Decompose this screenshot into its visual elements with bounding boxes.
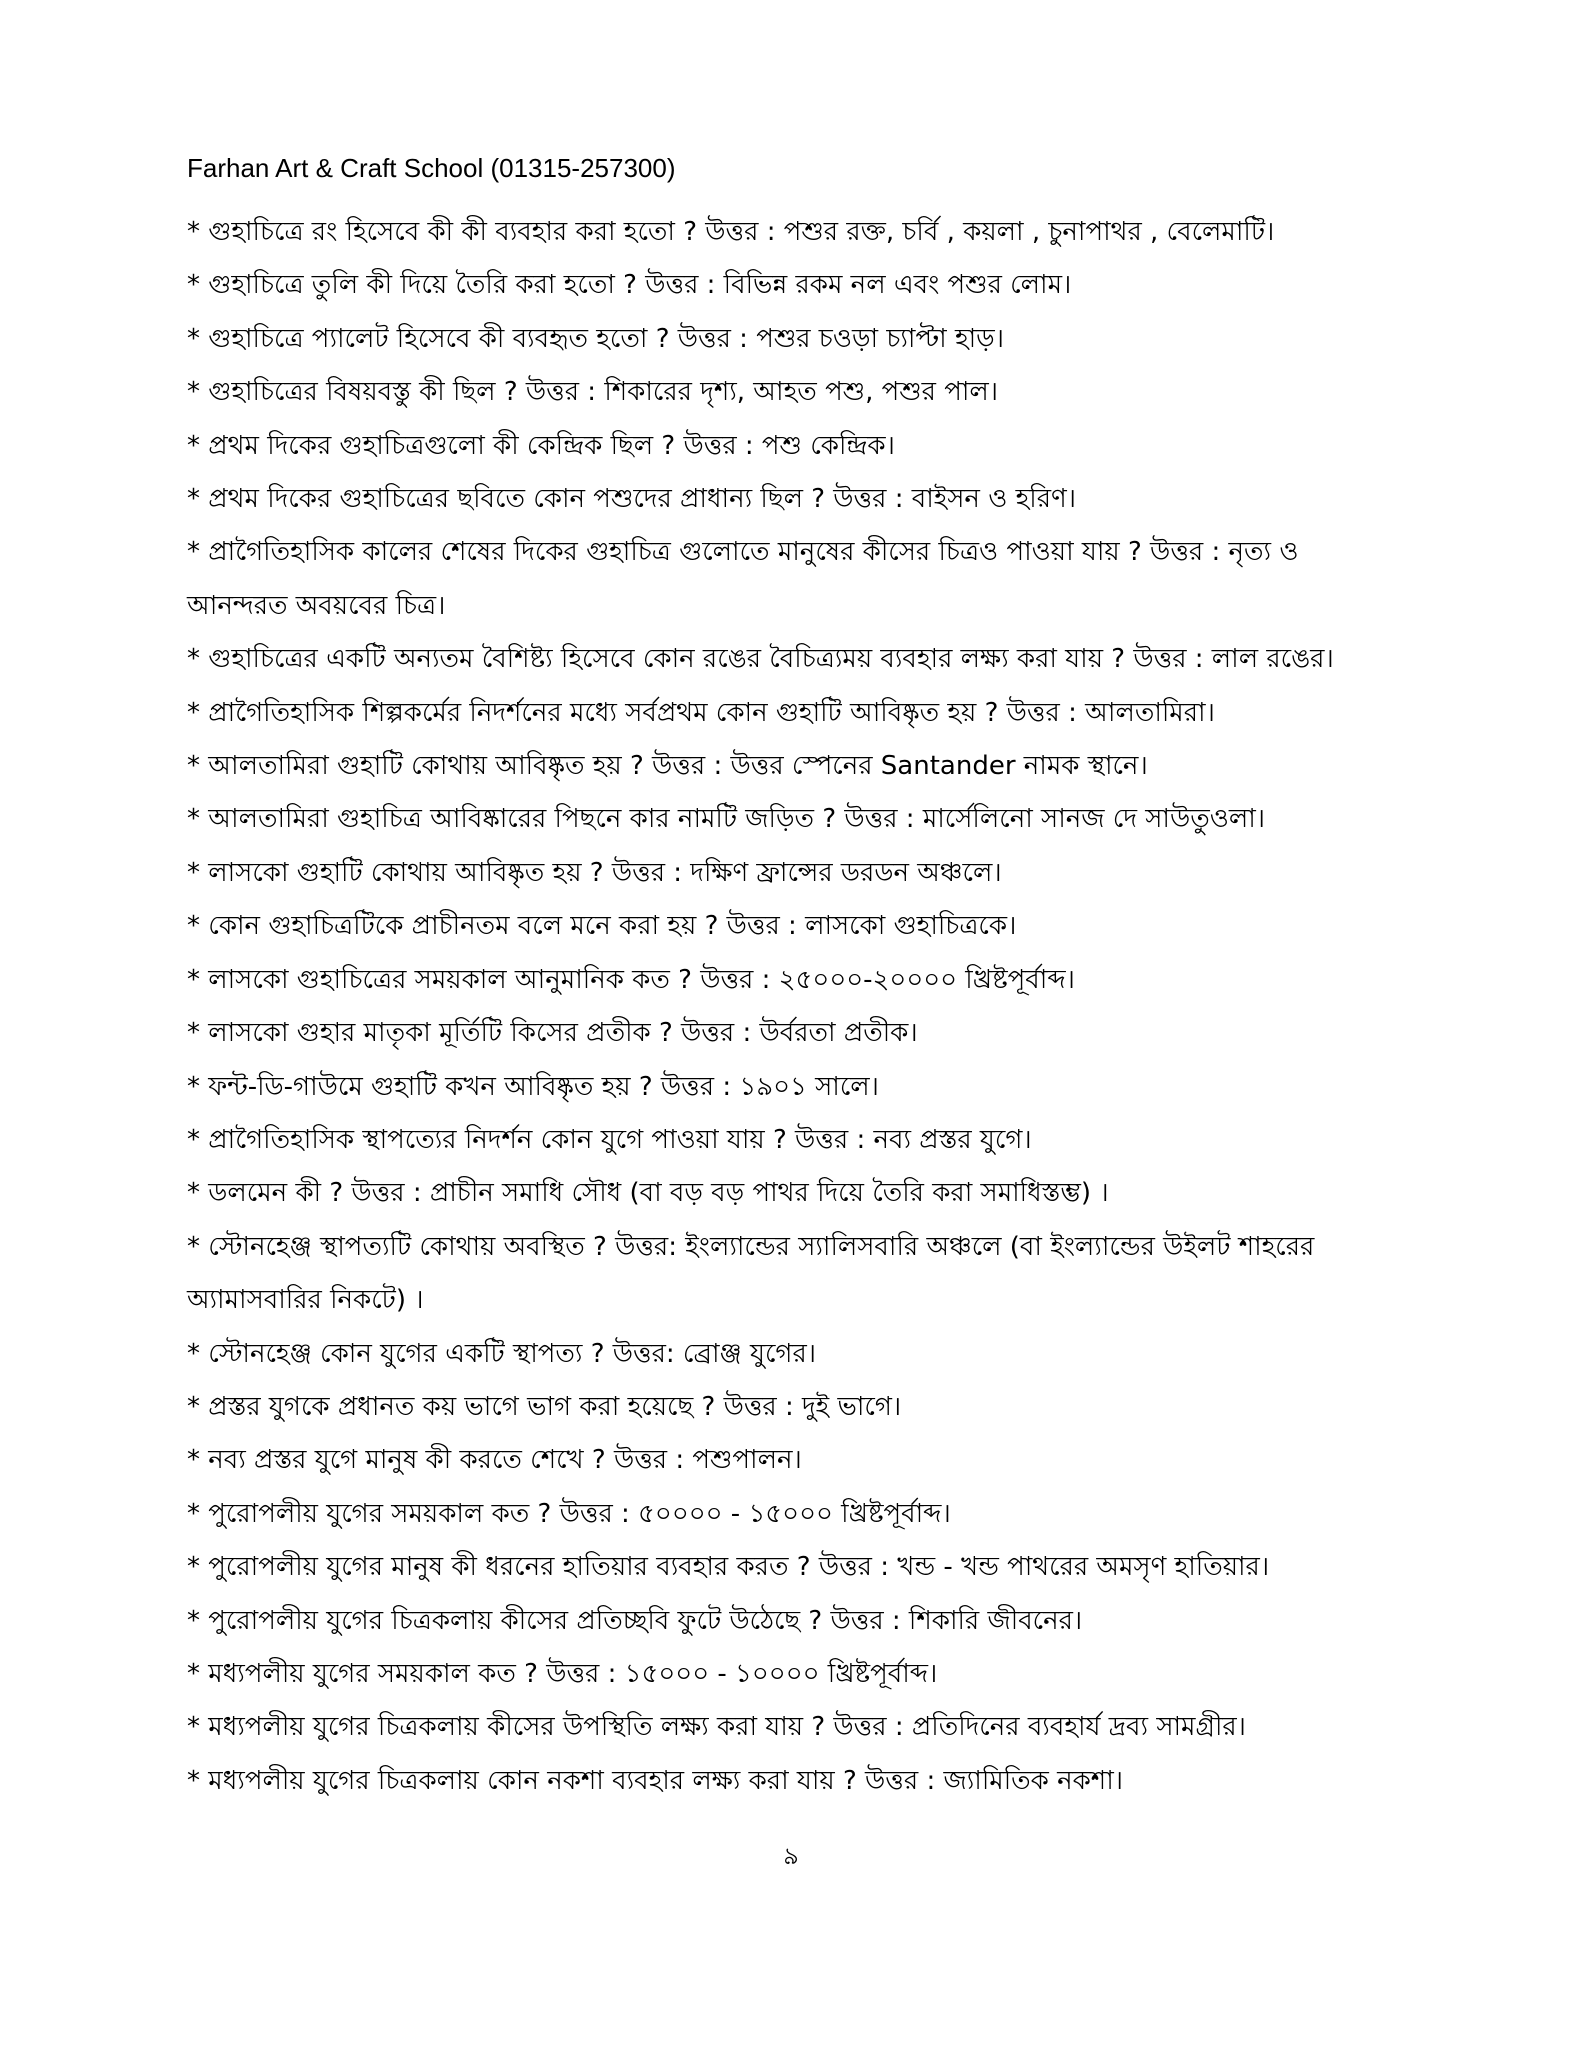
- list-item: * প্রথম দিকের গুহাচিত্রগুলো কী কেন্দ্রিক ছিল ? উত্তর : পশু কেন্দ্রিক।: [187, 430, 895, 461]
- list-item: * কোন গুহাচিত্রটিকে প্রাচীনতম বলে মনে করা হয় ? উত্তর : লাসকো গুহাচিত্রকে।: [187, 911, 1017, 942]
- list-item: * মধ্যপলীয় যুগের সময়কাল কত ? উত্তর : ১৫০০০ - ১০০০০ খ্রিষ্টপূর্বাব্দ।: [187, 1658, 938, 1689]
- list-item: * গুহাচিত্রের একটি অন্যতম বৈশিষ্ট্য হিসেবে কোন রঙের বৈচিত্র্যময় ব্যবহার লক্ষ্য করা যায় ? উত্তর : লাল রঙের।: [187, 644, 1334, 675]
- list-item: * প্রাগৈতিহাসিক স্থাপত্যের নিদর্শন কোন যুগে পাওয়া যায় ? উত্তর : নব্য প্রস্তর যুগে।: [187, 1124, 1032, 1155]
- page-header: Farhan Art & Craft School (01315-257300): [187, 153, 676, 183]
- list-item: * আলতামিরা গুহাচিত্র আবিষ্কারের পিছনে কার নামটি জড়িত ? উত্তর : মার্সেলিনো সানজ দে সাউতুওলা।: [187, 804, 1266, 835]
- list-item: * প্রাগৈতিহাসিক কালের শেষের দিকের গুহাচিত্র গুলোতে মানুষের কীসের চিত্রও পাওয়া যায় ? উত্তর : নৃত্য ও আনন্দরত অবয়বের চিত্র।: [187, 537, 1299, 621]
- list-item: * মধ্যপলীয় যুগের চিত্রকলায় কোন নকশা ব্যবহার লক্ষ্য করা যায় ? উত্তর : জ্যামিতিক নকশা।: [187, 1765, 1124, 1796]
- list-item: * পুরোপলীয় যুগের মানুষ কী ধরনের হাতিয়ার ব্যবহার করত ? উত্তর : খন্ড - খন্ড পাথরের অমসৃণ হাতিয়ার।: [187, 1552, 1270, 1583]
- list-item: * ফন্ট-ডি-গাউমে গুহাটি কখন আবিষ্কৃত হয় ? উত্তর : ১৯০১ সালে।: [187, 1071, 879, 1102]
- list-item: * প্রথম দিকের গুহাচিত্রের ছবিতে কোন পশুদের প্রাধান্য ছিল ? উত্তর : বাইসন ও হরিণ।: [187, 484, 1077, 515]
- list-item: * লাসকো গুহাটি কোথায় আবিষ্কৃত হয় ? উত্তর : দক্ষিণ ফ্রান্সের ডরডন অঞ্চলে।: [187, 857, 1002, 888]
- list-item: * গুহাচিত্রে রং হিসেবে কী কী ব্যবহার করা হতো ? উত্তর : পশুর রক্ত, চর্বি , কয়লা , চুনাপাথর , বেলেমাটি।: [187, 217, 1275, 247]
- list-item: * পুরোপলীয় যুগের চিত্রকলায় কীসের প্রতিচ্ছবি ফুটে উঠেছে ? উত্তর : শিকারি জীবনের।: [187, 1605, 1083, 1636]
- list-item: * লাসকো গুহাচিত্রের সময়কাল আনুমানিক কত ? উত্তর : ২৫০০০-২০০০০ খ্রিষ্টপূর্বাব্দ।: [187, 964, 1075, 995]
- list-item: * নব্য প্রস্তর যুগে মানুষ কী করতে শেখে ? উত্তর : পশুপালন।: [187, 1445, 802, 1476]
- page-number: ৯: [783, 1842, 799, 1870]
- list-item: * আলতামিরা গুহাটি কোথায় আবিষ্কৃত হয় ? উত্তর : উত্তর স্পেনের Santander নামক স্থানে।: [187, 751, 1148, 782]
- list-item: * প্রস্তর যুগকে প্রধানত কয় ভাগে ভাগ করা হয়েছে ? উত্তর : দুই ভাগে।: [187, 1391, 902, 1422]
- list-item: * ডলমেন কী ? উত্তর : প্রাচীন সমাধি সৌধ (বা বড় বড় পাথর দিয়ে তৈরি করা সমাধিস্তম্ভ) ।: [187, 1178, 1109, 1209]
- list-item: * গুহাচিত্রে তুলি কী দিয়ে তৈরি করা হতো ? উত্তর : বিভিন্ন রকম নল এবং পশুর লোম।: [187, 270, 1072, 301]
- list-item: * গুহাচিত্রের বিষয়বস্তু কী ছিল ? উত্তর : শিকারের দৃশ্য, আহত পশু, পশুর পাল।: [187, 377, 999, 408]
- list-item: * পুরোপলীয় যুগের সময়কাল কত ? উত্তর : ৫০০০০ - ১৫০০০ খ্রিষ্টপূর্বাব্দ।: [187, 1498, 951, 1529]
- list-item: * স্টোনহেঞ্জ কোন যুগের একটি স্থাপত্য ? উত্তর: ব্রোঞ্জ যুগের।: [187, 1338, 817, 1369]
- list-item: * মধ্যপলীয় যুগের চিত্রকলায় কীসের উপস্থিতি লক্ষ্য করা যায় ? উত্তর : প্রতিদিনের ব্যবহার্য দ্রব্য সামগ্রীর।: [187, 1712, 1246, 1743]
- question-answer-list: [187, 206, 1402, 1808]
- list-item: * লাসকো গুহার মাতৃকা মূর্তিটি কিসের প্রতীক ? উত্তর : উর্বরতা প্রতীক।: [187, 1018, 918, 1049]
- list-item: * গুহাচিত্রে প্যালেট হিসেবে কী ব্যবহৃত হতো ? উত্তর : পশুর চওড়া চ্যাপ্টা হাড়।: [187, 323, 1005, 354]
- list-item: * স্টোনহেঞ্জ স্থাপত্যটি কোথায় অবস্থিত ? উত্তর: ইংল্যান্ডের স্যালিসবারি অঞ্চলে (বা ইংল্যান্ডের উইলট শাহরের অ্যামাসবারির নিকটে) ।: [187, 1231, 1315, 1316]
- list-item: * প্রাগৈতিহাসিক শিল্পকর্মের নিদর্শনের মধ্যে সর্বপ্রথম কোন গুহাটি আবিষ্কৃত হয় ? উত্তর : আলতামিরা।: [187, 697, 1215, 728]
